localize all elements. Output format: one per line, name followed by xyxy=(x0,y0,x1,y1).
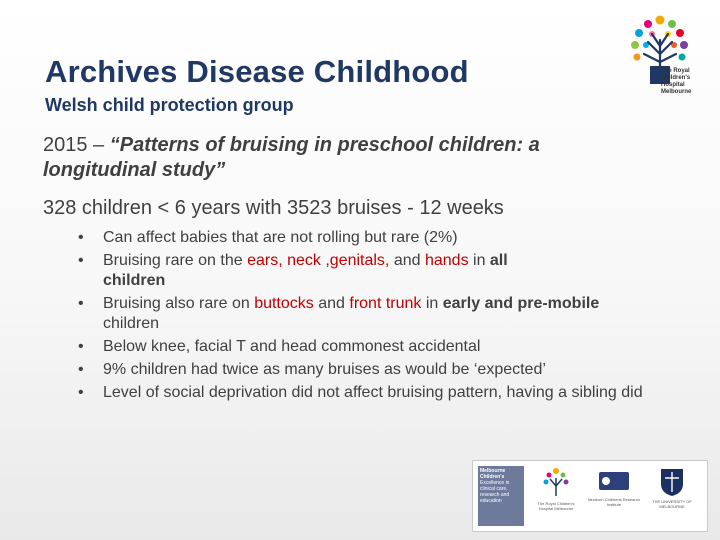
finding-text: children xyxy=(103,315,160,332)
finding-text: in xyxy=(468,252,490,269)
bullet-marker: • xyxy=(78,229,84,246)
findings-list xyxy=(78,228,658,406)
bullet-marker: • xyxy=(78,338,84,355)
bullet-marker: • xyxy=(78,384,84,401)
study-citation xyxy=(43,133,653,183)
finding-text: Below knee, facial T and head commonest accidental xyxy=(103,338,481,355)
rch-logo-text xyxy=(661,68,711,96)
list-item xyxy=(78,228,658,248)
logo-line: Children's xyxy=(661,75,691,81)
finding-text: 9% children had twice as many bruises as would be ‘expected’ xyxy=(103,361,546,378)
rch-partner-logo xyxy=(530,466,582,526)
emphasis-all: all xyxy=(489,252,508,269)
partner-name: THE UNIVERSITY OF MELBOURNE xyxy=(652,499,692,509)
badge-line: Melbourne xyxy=(480,468,506,474)
list-item xyxy=(78,337,658,357)
highlight-hands: hands xyxy=(424,252,469,269)
slide-title: Archives Disease Childhood xyxy=(45,54,469,89)
cohort-summary: 328 children < 6 years with 3523 bruises - 12 weeks xyxy=(43,197,504,219)
finding-text: Can affect babies that are not rolling but rare (2%) xyxy=(103,229,458,246)
logo-line: The Royal xyxy=(661,68,690,74)
university-crest-icon xyxy=(657,466,687,498)
logo-line: Melbourne xyxy=(661,89,692,95)
partner-logos xyxy=(472,460,708,532)
study-name: “Patterns of bruising in preschool children: a longitudinal study” xyxy=(43,134,540,181)
list-item xyxy=(78,383,658,403)
badge-line: Excellence in clinical care, research and education xyxy=(480,480,510,504)
finding-text: and xyxy=(389,252,425,269)
badge-line: Children's xyxy=(480,474,505,480)
finding-text: Bruising rare on the xyxy=(103,252,248,269)
highlight-front-trunk: front trunk xyxy=(349,295,422,312)
list-item xyxy=(78,294,658,334)
highlight-body-parts: ears, neck ,genitals, xyxy=(247,252,390,269)
mcri-icon xyxy=(597,466,631,496)
slide-subtitle: Welsh child protection group xyxy=(45,95,294,115)
finding-text: Level of social deprivation did not affect bruising pattern, having a sibling did xyxy=(103,384,643,401)
mcri-partner-logo xyxy=(588,466,640,526)
finding-text: Bruising also rare on xyxy=(103,295,255,312)
unimelb-partner-logo xyxy=(646,466,698,526)
list-item xyxy=(78,251,658,291)
partner-name: The Royal Children's Hospital Melbourne xyxy=(537,501,575,511)
logo-line: Hospital xyxy=(661,82,685,88)
bullet-marker: • xyxy=(78,361,84,378)
bullet-marker: • xyxy=(78,252,84,269)
bullet-marker: • xyxy=(78,295,84,312)
partner-name: Murdoch Childrens Research Institute xyxy=(588,497,640,507)
finding-text: in xyxy=(421,295,443,312)
melbourne-childrens-badge xyxy=(478,466,524,526)
highlight-buttocks: buttocks xyxy=(254,295,314,312)
study-year: 2015 – xyxy=(43,134,110,156)
finding-text: and xyxy=(313,295,350,312)
tree-icon xyxy=(541,466,571,500)
emphasis-children: children xyxy=(103,272,166,289)
list-item xyxy=(78,360,658,380)
emphasis-early-premobile: early and pre-mobile xyxy=(442,295,600,312)
